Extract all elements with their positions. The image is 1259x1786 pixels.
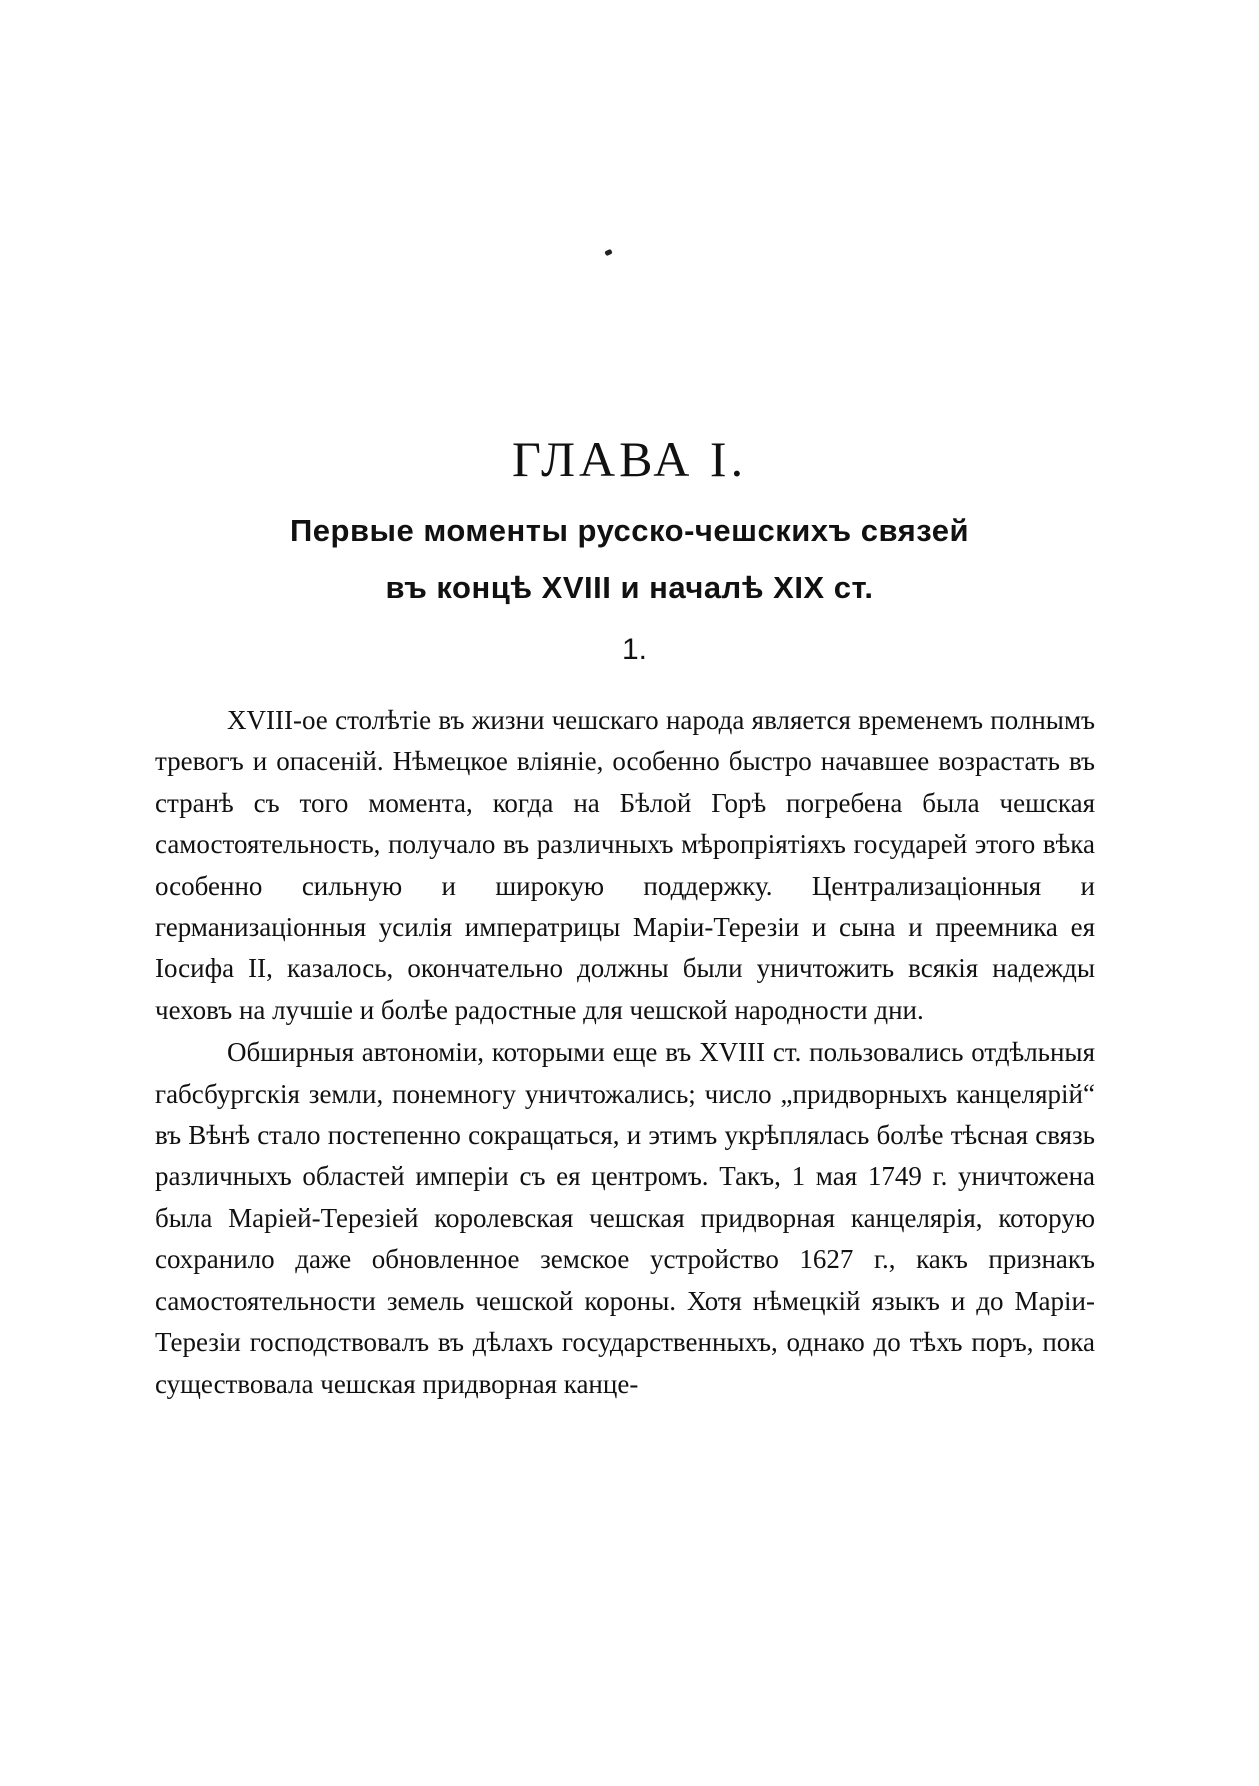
body-text xyxy=(155,700,1095,1406)
paragraph-1: XVIII-ое столѣтіе въ жизни чешскаго народа является временемъ полнымъ тревогъ и опасеній. Нѣмецкое вліяніе, особенно быстро начавшее возрастать въ странѣ съ того момента, когда на Бѣлой Горѣ погребена была чешская самостоятельность, получало въ различныхъ мѣропріятіяхъ государей этого вѣка особенно сильную и широкую поддержку. Централизаціонныя и германизаціонныя усилія императрицы Маріи-Терезіи и сына и преемника ея Іосифа II, казалось, окончательно должны были уничтожить всякія надежды чеховъ на лучшіе и болѣе радостные для чешской народности дни. xyxy=(155,705,1095,1025)
chapter-subtitle-line-1: Первые моменты русско-чешскихъ связей xyxy=(289,513,970,548)
chapter-title: ГЛАВА I. xyxy=(511,431,748,487)
ink-speck xyxy=(604,249,612,256)
paragraph-2: Обширныя автономіи, которыми еще въ XVIII ст. пользовались отдѣльныя габсбургскія земли, понемногу уничтожались; число „придворныхъ канцелярій“ въ Вѣнѣ стало постепенно сокращаться, и этимъ укрѣплялась болѣе тѣсная связь различныхъ областей имперіи съ ея центромъ. Такъ, 1 мая 1749 г. уничтожена была Маріей-Терезіей королевская чешская придворная канцелярія, которую сохранило даже обновленное земское устройство 1627 г., какъ признакъ самостоятельности земель чешской короны. Хотя нѣмецкій языкъ и до Маріи-Терезіи господствовалъ въ дѣлахъ государственныхъ, однако до тѣхъ поръ, пока существовала чешская придворная канце- xyxy=(155,1037,1095,1399)
section-number: 1. xyxy=(621,633,648,666)
chapter-subtitle-line-2: въ концѣ XVIII и началѣ XIX ст. xyxy=(385,570,874,605)
